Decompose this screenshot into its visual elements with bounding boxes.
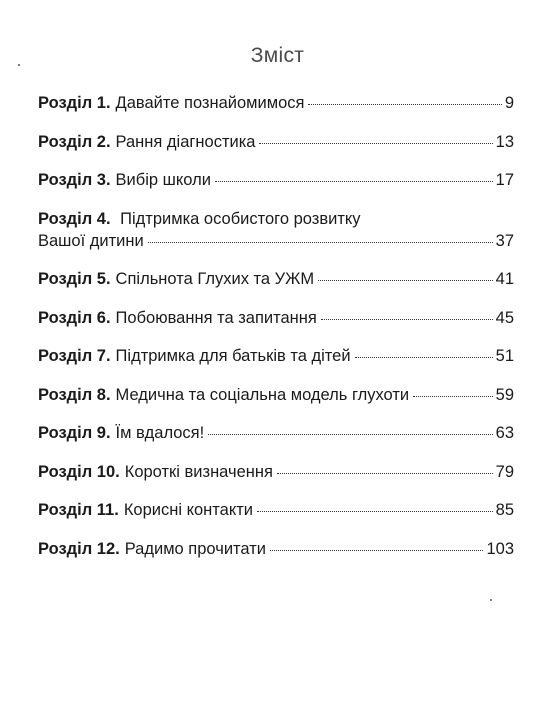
toc-entry-title: Підтримка для батьків та дітей [115, 347, 351, 365]
toc-entry[interactable] [38, 269, 514, 289]
toc-entry-number: Розділ 2. [38, 132, 111, 151]
dot-leader [148, 242, 493, 243]
toc-entry-number: Розділ 3. [38, 171, 111, 189]
toc-entry[interactable] [38, 209, 514, 251]
toc-entry-title-line1: Підтримка особистого розвитку [120, 209, 361, 228]
toc-entry-page: 79 [495, 462, 514, 481]
toc-entry-number: Розділ 11. [38, 501, 119, 519]
dot-leader [318, 280, 493, 281]
page-title: Зміст [250, 44, 305, 67]
scan-speck [490, 599, 492, 601]
toc-entry[interactable] [38, 346, 514, 366]
dot-leader [208, 434, 492, 435]
toc-entry[interactable] [38, 462, 514, 482]
toc-entry[interactable] [38, 308, 514, 328]
toc-entry[interactable] [38, 93, 514, 113]
dot-leader [259, 143, 492, 144]
toc-entry-number: Розділ 7. [38, 347, 111, 365]
toc-entry-title: Короткі визначення [124, 462, 273, 481]
toc-entry-page: 13 [495, 132, 514, 151]
toc-entry-title: Корисні контакти [123, 501, 254, 519]
toc-entry-page: 45 [495, 308, 514, 327]
toc-entry[interactable] [38, 170, 514, 190]
toc-entry-page: 41 [495, 270, 514, 288]
toc-entry-number: Розділ 8. [38, 385, 111, 404]
scan-speck [18, 64, 20, 66]
toc-entry-title: Рання діагностика [115, 132, 256, 151]
toc-entry-title: Спільнота Глухих та УЖМ [115, 270, 315, 288]
toc-entry-title: Медична та соціальна модель глухоти [115, 385, 410, 404]
toc-entry-number: Розділ 9. [38, 424, 111, 442]
toc-entry-page: 17 [495, 171, 514, 189]
toc-entry-title: Вибір школи [115, 171, 211, 189]
toc-entry[interactable] [38, 500, 514, 520]
toc-entry-number: Розділ 4. [38, 209, 111, 228]
dot-leader [308, 104, 501, 105]
toc-entry-page: 103 [486, 539, 514, 558]
toc-entry-number: Розділ 1. [38, 94, 111, 112]
dot-leader [355, 357, 493, 358]
toc-entry-page: 85 [495, 501, 514, 519]
toc-entry-page: 51 [495, 347, 514, 365]
toc-entry-page: 63 [495, 424, 514, 442]
toc-entry[interactable] [38, 132, 514, 152]
toc-entry[interactable] [38, 423, 514, 443]
table-of-contents [38, 93, 514, 577]
toc-entry-title: Їм вдалося! [115, 424, 205, 442]
dot-leader [277, 473, 493, 474]
toc-entry-number: Розділ 12. [38, 539, 120, 558]
toc-entry-page: 59 [495, 385, 514, 404]
toc-entry-number: Розділ 5. [38, 270, 111, 288]
dot-leader [321, 319, 493, 320]
toc-entry-title: Давайте познайомимося [115, 94, 305, 112]
toc-entry-number: Розділ 10. [38, 462, 120, 481]
toc-entry[interactable] [38, 385, 514, 405]
dot-leader [270, 550, 483, 551]
toc-entry-title-line2: Вашої дитини [38, 231, 144, 250]
toc-entry-title: Радимо прочитати [124, 539, 266, 558]
toc-entry-number: Розділ 6. [38, 308, 111, 327]
toc-entry[interactable] [38, 539, 514, 559]
dot-leader [413, 396, 492, 397]
toc-entry-page: 37 [495, 231, 514, 250]
toc-entry-title: Побоювання та запитання [115, 308, 317, 327]
dot-leader [257, 511, 493, 512]
toc-entry-page: 9 [504, 94, 514, 112]
dot-leader [215, 181, 493, 182]
